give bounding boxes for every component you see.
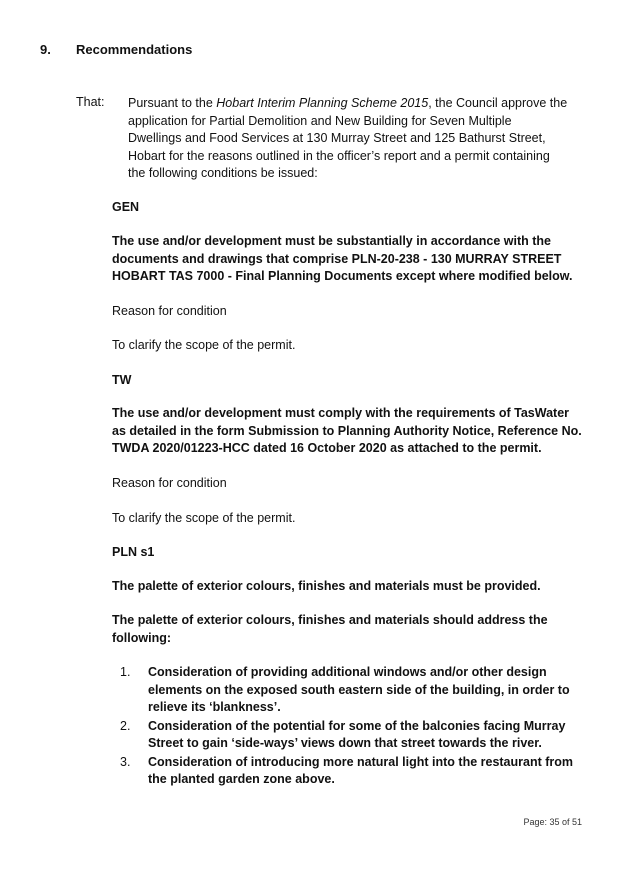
condition-text2-pln-s1: The palette of exterior colours, finishes and materials should address the following: — [112, 613, 548, 645]
condition-text-gen: The use and/or development must be substantially in accordance with the documents and drawings that comprise PLN-20-238 - 130 MURRAY STREET HOBART TAS 7000 - Final Planning Documents except where modified below. — [112, 234, 573, 283]
reason-gen: To clarify the scope of the permit. — [112, 338, 296, 352]
scheme-name: Hobart Interim Planning Scheme 2015 — [216, 96, 429, 110]
reason-tw: To clarify the scope of the permit. — [112, 511, 296, 525]
condition-text-pln-s1: The palette of exterior colours, finishes and materials must be provided. — [112, 579, 541, 593]
list-number: 3. — [120, 754, 131, 769]
condition-code-gen: GEN — [112, 200, 140, 214]
section-title: Recommendations — [76, 42, 193, 57]
reason-label-gen: Reason for condition — [112, 304, 227, 318]
intro-pre: Pursuant to the — [128, 96, 217, 110]
list-text: Consideration of providing additional windows and/or other design elements on the exposed south eastern side of the building, in order to relieve its ‘blankness’. — [148, 665, 570, 714]
list-number: 1. — [120, 665, 131, 679]
list-text: Consideration of the potential for some of the balconies facing Murray Street to gain ‘side-ways’ views down that street towards the river. — [148, 718, 566, 750]
reason-label-tw: Reason for condition — [112, 476, 227, 490]
intro-post: , the Council approve the application for Partial Demolition and New Building for Seven Multiple Dwellings and Food Services at 130 Murray Street and 125 Bathurst Street, Hobart for the reasons outlined in the officer’s report and a permit containing the following conditions be issued: — [128, 96, 568, 180]
condition-code-tw: TW — [112, 373, 132, 387]
list-item — [112, 754, 582, 789]
list-item — [112, 718, 582, 753]
page-number: Page: 35 of 51 — [523, 817, 582, 827]
consideration-list — [112, 664, 582, 790]
condition-code-pln-s1: PLN s1 — [112, 545, 155, 559]
condition-text-tw: The use and/or development must comply with the requirements of TasWater as detailed in the form Submission to Planning Authority Notice, Reference No. TWDA 2020/01223-HCC dated 16 October 2020 as attached to the permit. — [112, 406, 582, 455]
list-item — [112, 664, 582, 717]
section-number: 9. — [40, 42, 51, 57]
resolution-intro — [128, 95, 568, 183]
section-heading — [40, 42, 192, 57]
that-label: That: — [76, 95, 105, 109]
list-text: Consideration of introducing more natural light into the restaurant from the planted garden zone above. — [148, 754, 574, 786]
list-number: 2. — [120, 718, 131, 733]
